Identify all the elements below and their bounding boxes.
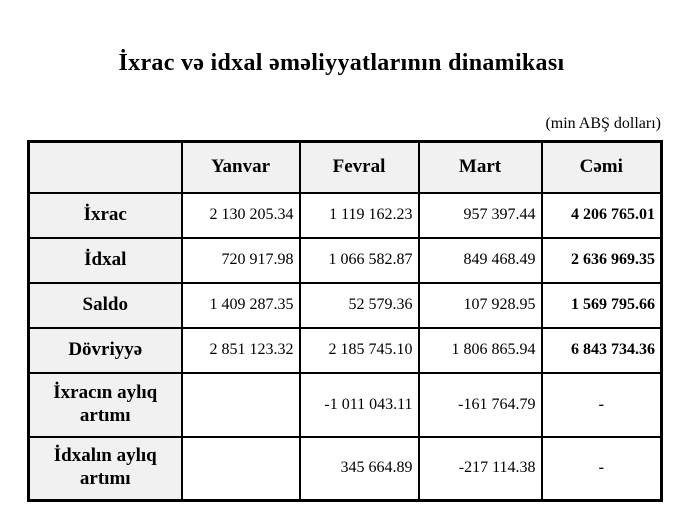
cell-total-dash: - <box>542 373 662 437</box>
cell-value: 720 917.98 <box>182 238 300 283</box>
cell-value-empty <box>182 437 300 501</box>
cell-value: 52 579.36 <box>300 283 419 328</box>
cell-value: 2 185 745.10 <box>300 328 419 373</box>
row-label: Dövriyyə <box>29 328 182 373</box>
cell-value: 1 066 582.87 <box>300 238 419 283</box>
corner-header-cell <box>29 142 182 193</box>
table-row-saldo <box>29 283 662 328</box>
table-row-idxal <box>29 238 662 283</box>
page-title: İxrac və idxal əməliyyatlarının dinamikası <box>118 50 565 76</box>
cell-value: 345 664.89 <box>300 437 419 501</box>
column-header-cemi: Cəmi <box>542 142 662 193</box>
cell-value: 957 397.44 <box>419 193 542 238</box>
table-header-row <box>29 142 662 193</box>
table-row-dovriyye <box>29 328 662 373</box>
row-label: İxrac <box>29 193 182 238</box>
cell-value-empty <box>182 373 300 437</box>
column-header-mart: Mart <box>419 142 542 193</box>
cell-value: 2 130 205.34 <box>182 193 300 238</box>
cell-value: -1 011 043.11 <box>300 373 419 437</box>
column-header-yanvar: Yanvar <box>182 142 300 193</box>
table-row-ixrac <box>29 193 662 238</box>
row-label: Saldo <box>29 283 182 328</box>
table-row-idxalin-ayliq-artimi <box>29 437 662 501</box>
table-row-ixracin-ayliq-artimi <box>29 373 662 437</box>
cell-value: 107 928.95 <box>419 283 542 328</box>
unit-note: (min ABŞ dolları) <box>545 115 661 132</box>
cell-total-value: 4 206 765.01 <box>542 193 662 238</box>
cell-total-value: 6 843 734.36 <box>542 328 662 373</box>
cell-value: 1 806 865.94 <box>419 328 542 373</box>
cell-total-value: 1 569 795.66 <box>542 283 662 328</box>
cell-value: 1 409 287.35 <box>182 283 300 328</box>
cell-value: 1 119 162.23 <box>300 193 419 238</box>
row-label: İdxalın aylıq artımı <box>29 437 182 501</box>
row-label: İdxal <box>29 238 182 283</box>
cell-total-dash: - <box>542 437 662 501</box>
cell-value: -161 764.79 <box>419 373 542 437</box>
column-header-fevral: Fevral <box>300 142 419 193</box>
cell-value: 2 851 123.32 <box>182 328 300 373</box>
cell-value: 849 468.49 <box>419 238 542 283</box>
export-import-dynamics-table <box>27 140 663 502</box>
cell-value: -217 114.38 <box>419 437 542 501</box>
row-label: İxracın aylıq artımı <box>29 373 182 437</box>
cell-total-value: 2 636 969.35 <box>542 238 662 283</box>
